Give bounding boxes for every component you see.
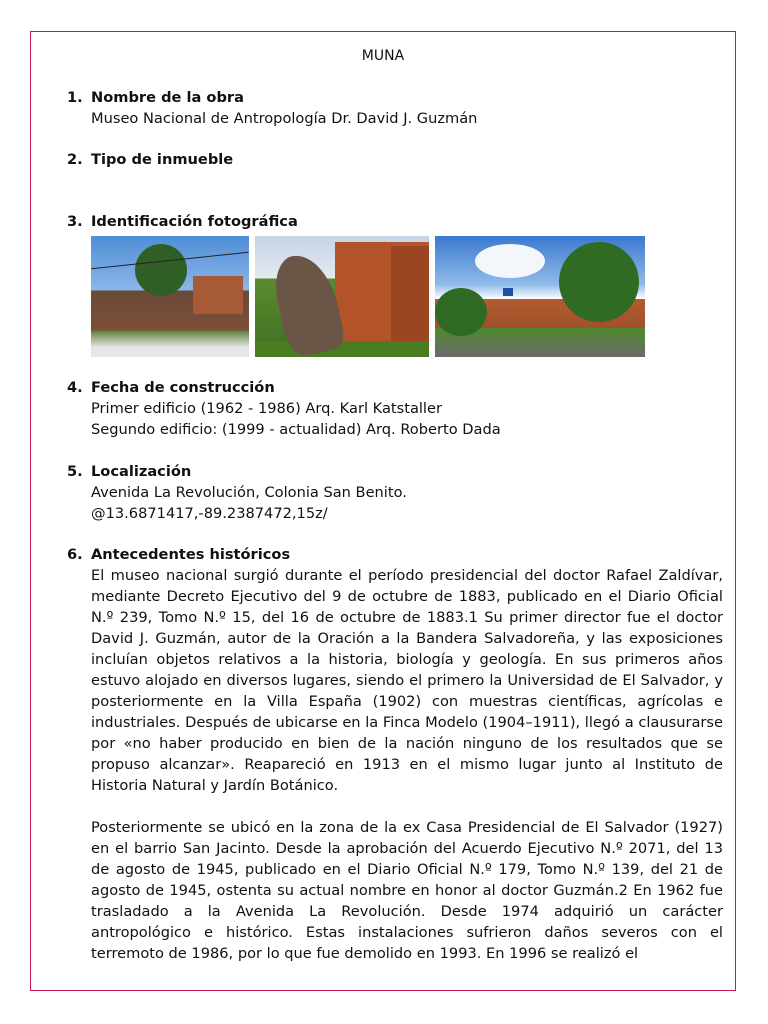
section-number: 3. bbox=[67, 213, 83, 230]
section-heading: Fecha de construcción bbox=[91, 379, 275, 396]
photo-strip bbox=[91, 236, 723, 357]
section-number: 2. bbox=[67, 151, 83, 168]
section-text: Segundo edificio: (1999 - actualidad) Arq. Roberto Dada bbox=[91, 421, 501, 438]
section-tipo-de-inmueble bbox=[67, 149, 723, 170]
section-heading: Tipo de inmueble bbox=[91, 151, 234, 168]
section-number: 4. bbox=[67, 379, 83, 396]
section-text: Museo Nacional de Antropología Dr. David J. Guzmán bbox=[91, 110, 478, 127]
section-nombre-de-la-obra bbox=[67, 87, 723, 129]
section-heading: Nombre de la obra bbox=[91, 89, 244, 106]
section-identificacion-fotografica bbox=[67, 211, 723, 357]
section-number: 1. bbox=[67, 89, 83, 106]
section-heading: Identificación fotográfica bbox=[91, 213, 298, 230]
section-fecha-de-construccion bbox=[67, 377, 723, 440]
museum-panorama-photo bbox=[435, 236, 645, 357]
history-paragraph: El museo nacional surgió durante el período presidencial del doctor Rafael Zaldívar, mediante Decreto Ejecutivo del 9 de octubre de 1883, publicado en el Diario Oficial N.º 239, Tomo N.º 15, del 16 de octubre de 1883.1 Su primer director fue el doctor David J. Guzmán, autor de la Oración a la Bandera Salvadoreña, y las exposiciones incluían objetos relativos a la historia, biología y geología. En sus primeros años estuvo alojado en diversos lugares, siendo el primero la Universidad de El Salvador, y posteriormente en la Villa España (1902) con muestras científicas, agrícolas e industriales. Después de ubicarse en la Finca Modelo (1904–1911), llegó a clausurarse por «no haber producido en bien de la nación ninguno de los resultados que se propuso alcanzar». Reapareció en 1913 en el mismo lugar junto al Instituto de Historia Natural y Jardín Botánico. bbox=[91, 567, 723, 794]
section-antecedentes-historicos bbox=[67, 544, 723, 964]
section-heading: Localización bbox=[91, 463, 192, 480]
section-heading: Antecedentes históricos bbox=[91, 546, 291, 563]
section-number: 5. bbox=[67, 463, 83, 480]
section-text: Avenida La Revolución, Colonia San Benito. bbox=[91, 484, 407, 501]
document-page bbox=[30, 31, 736, 991]
coordinates-text: @13.6871417,-89.2387472,15z/ bbox=[91, 505, 328, 522]
document-title: MUNA bbox=[361, 48, 405, 64]
dinosaur-statue-photo bbox=[255, 236, 429, 357]
section-number: 6. bbox=[67, 546, 83, 563]
museum-building-photo bbox=[91, 236, 249, 357]
section-text: Primer edificio (1962 - 1986) Arq. Karl Katstaller bbox=[91, 400, 442, 417]
section-localizacion bbox=[67, 461, 723, 524]
history-paragraph: Posteriormente se ubicó en la zona de la ex Casa Presidencial de El Salvador (1927) en el barrio San Jacinto. Desde la aprobación del Acuerdo Ejecutivo N.º 2071, del 13 de agosto de 1945, publicado en el Diario Oficial N.º 179, Tomo N.º 139, del 21 de agosto de 1945, ostenta su actual nombre en honor al doctor Guzmán.2 En 1962 fue trasladado a la Avenida La Revolución. Desde 1974 adquirió un carácter antropológico e histórico. Estas instalaciones sufrieron daños severos con el terremoto de 1986, por lo que fue demolido en 1993. En 1996 se realizó el bbox=[91, 819, 723, 962]
